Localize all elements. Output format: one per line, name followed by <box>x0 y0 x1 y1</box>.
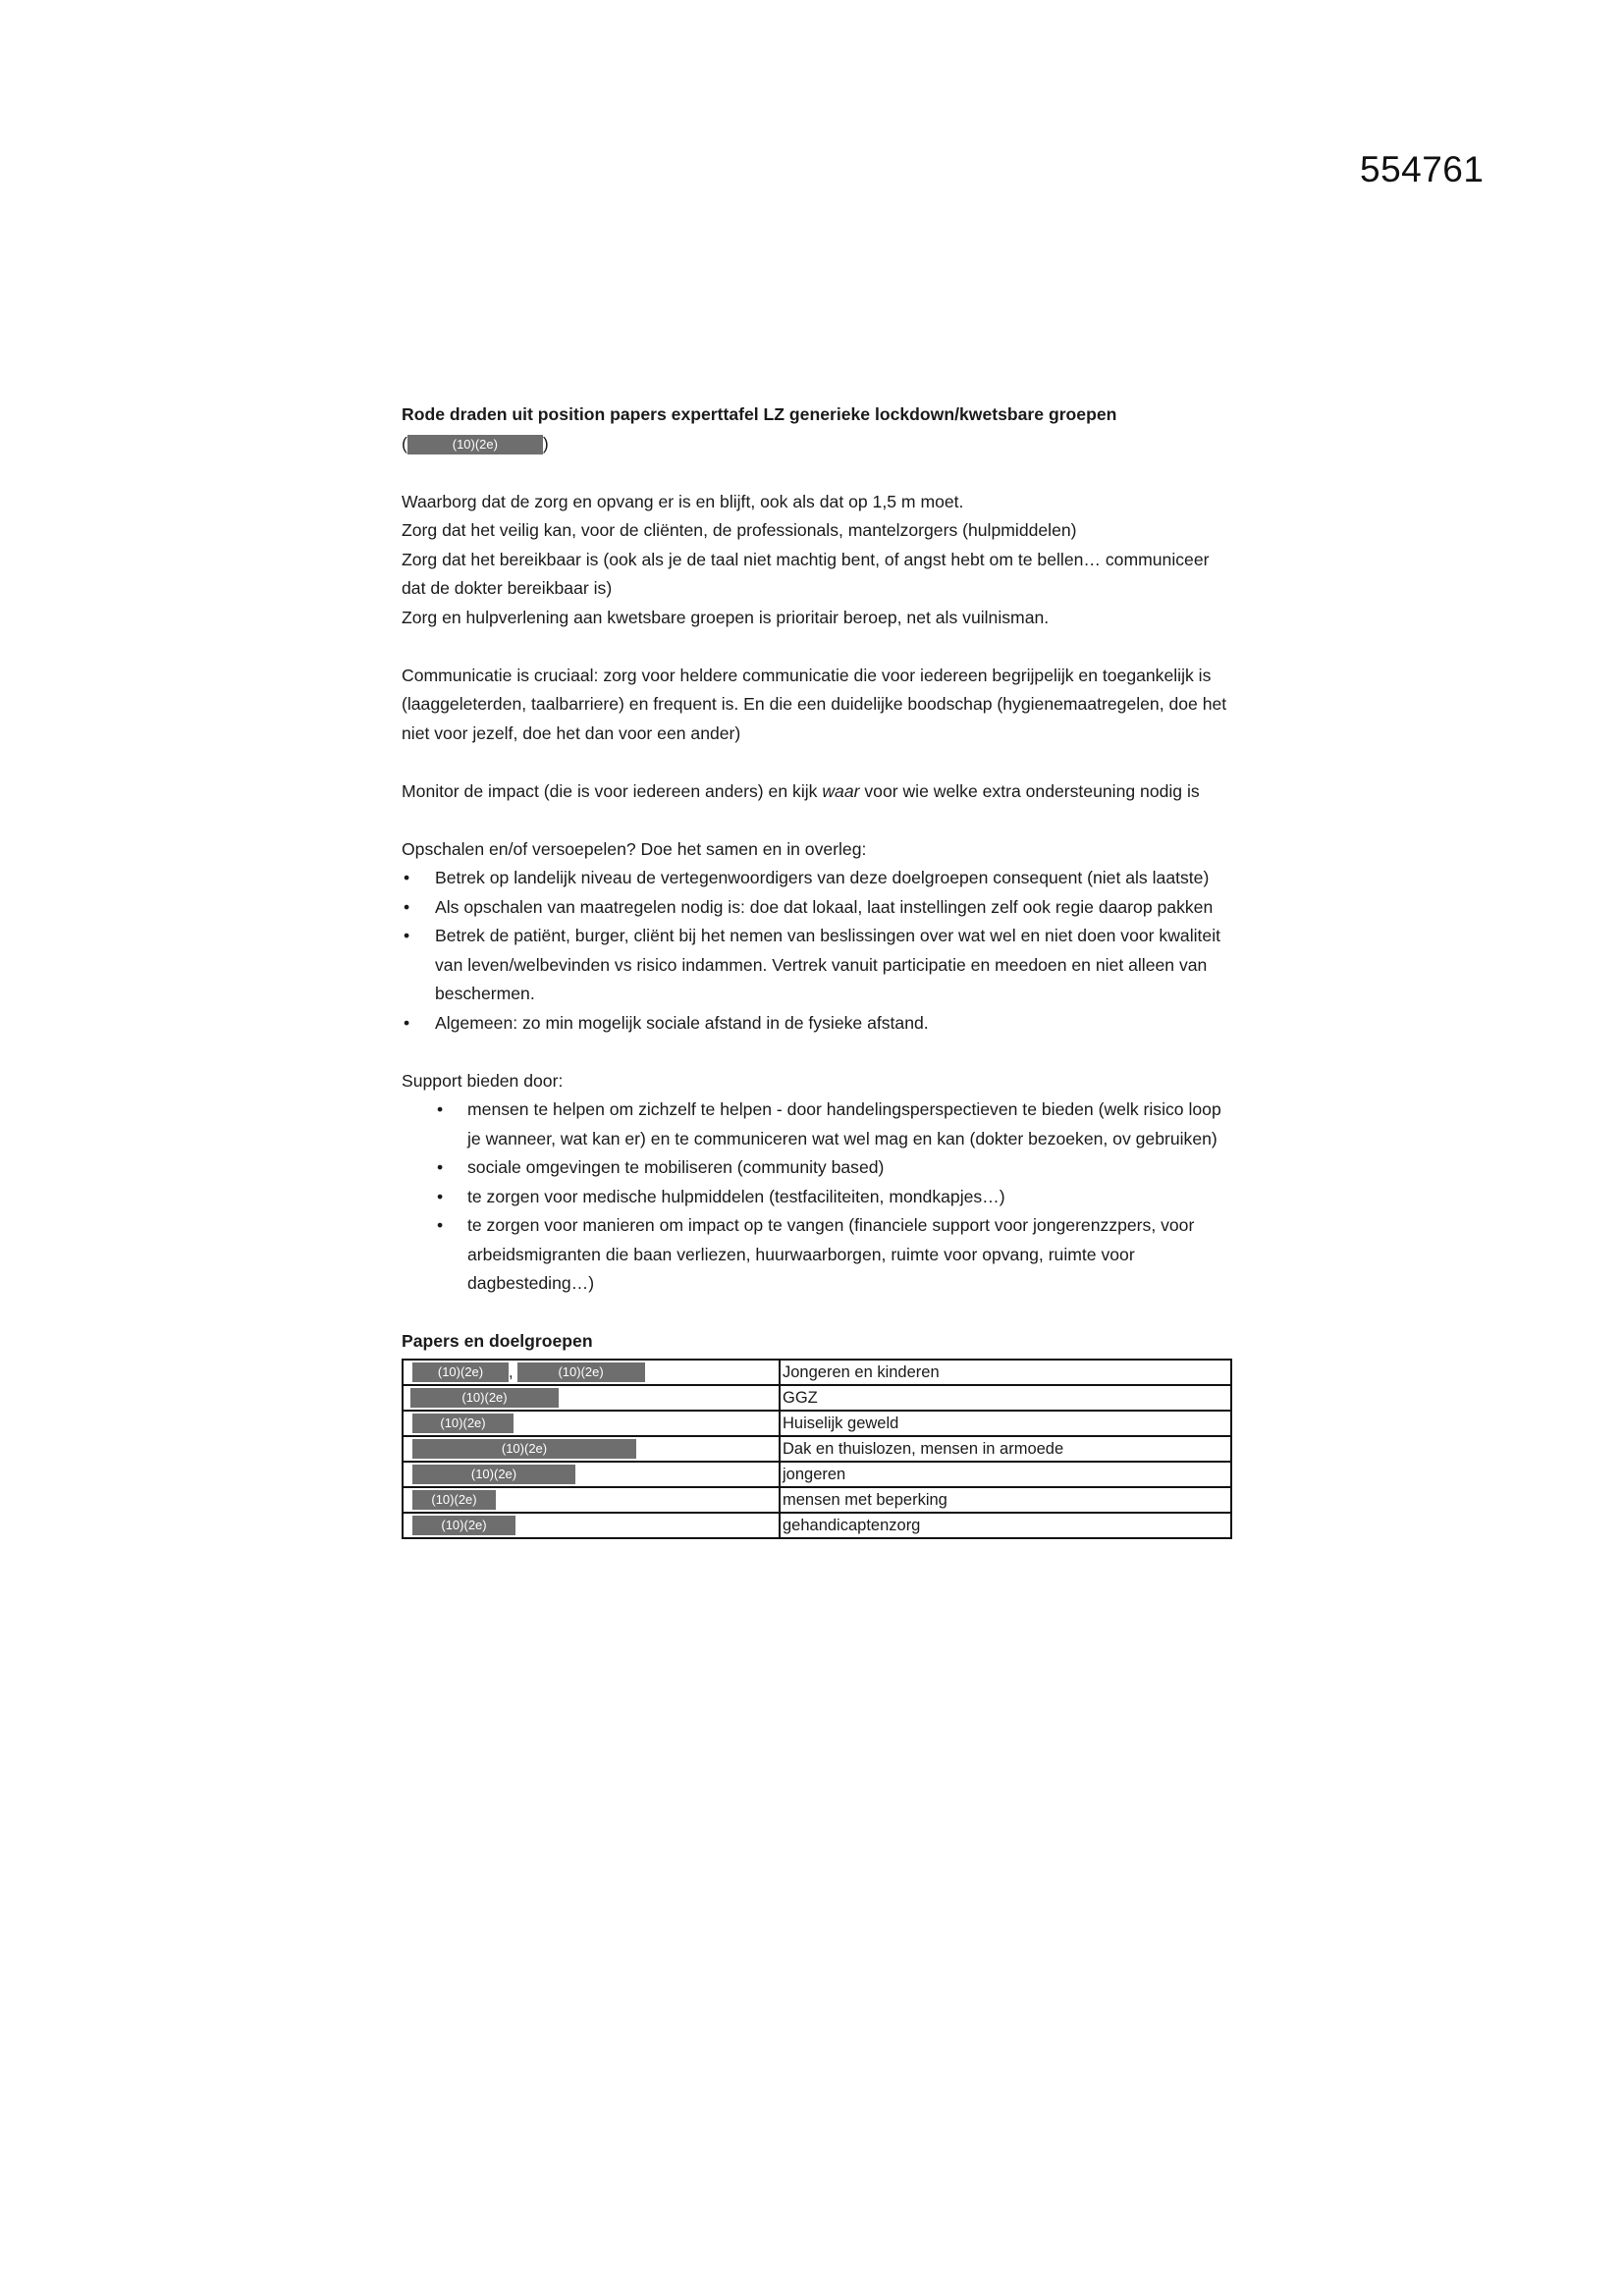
target-group-cell: jongeren <box>780 1462 1231 1487</box>
author-line: ( (10)(2e) ) <box>402 433 549 454</box>
communication-paragraph: Communicatie is cruciaal: zorg voor heldere communicatie die voor iedereen begrijpelijk en toegankelijk is (laaggeleterden, taalbarriere) en frequent is. En die een duidelijke boodschap (hygienemaatregelen, doe het niet voor jezelf, doe het dan voor een ander) <box>402 665 1227 743</box>
target-group-cell: GGZ <box>780 1385 1231 1411</box>
redaction-box: (10)(2e) <box>412 1516 515 1535</box>
redaction-box: (10)(2e) <box>412 1414 514 1433</box>
monitor-paragraph: Monitor de impact (die is voor iedereen anders) en kijk waar voor wie welke extra ondersteuning nodig is <box>402 780 1200 801</box>
table-row: (10)(2e) , (10)(2e) Jongeren en kinderen <box>403 1360 1231 1385</box>
redaction-box: (10)(2e) <box>412 1439 636 1459</box>
table-title: Papers en doelgroepen <box>402 1331 593 1351</box>
list-item: • Betrek de patiënt, burger, cliënt bij het nemen van beslissingen over wat wel en niet doen voor kwaliteit van leven/welbevinden vs risico indammen. Vertrek vanuit participatie en meedoen en niet alleen van beschermen. <box>402 922 1232 1009</box>
redaction-box: (10)(2e) <box>410 1388 559 1408</box>
papers-table <box>402 1359 1232 1539</box>
target-group-cell: Jongeren en kinderen <box>780 1360 1231 1385</box>
paragraph-line: Zorg dat het bereikbaar is (ook als je de taal niet machtig bent, of angst hebt om te bellen… communiceer dat de dokter bereikbaar is) <box>402 549 1210 598</box>
table-row <box>403 1385 1231 1411</box>
list-item: • Betrek op landelijk niveau de vertegenwoordigers van deze doelgroepen consequent (niet als laatste) <box>402 864 1232 893</box>
scaling-bullet-list <box>402 864 1232 1038</box>
target-group-cell: mensen met beperking <box>780 1487 1231 1513</box>
paragraph-line: Waarborg dat de zorg en opvang er is en blijft, ook als dat op 1,5 m moet. <box>402 491 964 511</box>
redaction-box: (10)(2e) <box>517 1362 645 1382</box>
document-title: Rode draden uit position papers experttafel LZ generieke lockdown/kwetsbare groepen <box>402 404 1117 424</box>
target-group-cell: Dak en thuislozen, mensen in armoede <box>780 1436 1231 1462</box>
table-row <box>403 1513 1231 1538</box>
support-bullet-list <box>402 1095 1232 1299</box>
table-row <box>403 1436 1231 1462</box>
support-intro: Support bieden door: <box>402 1070 564 1091</box>
list-item: • Als opschalen van maatregelen nodig is: doe dat lokaal, laat instellingen zelf ook regie daarop pakken <box>402 893 1232 923</box>
target-group-cell: Huiselijk geweld <box>780 1411 1231 1436</box>
document-body <box>402 400 1232 1539</box>
list-item: • te zorgen voor manieren om impact op te vangen (financiele support voor jongerenzzpers, voor arbeidsmigranten die baan verliezen, huurwaarborgen, ruimte voor opvang, ruimte voor dagbesteding…) <box>402 1211 1232 1299</box>
document-number: 554761 <box>1360 149 1485 189</box>
list-item: • Algemeen: zo min mogelijk sociale afstand in de fysieke afstand. <box>402 1009 1232 1039</box>
scaling-intro: Opschalen en/of versoepelen? Doe het samen en in overleg: <box>402 838 867 859</box>
redaction-box: (10)(2e) <box>412 1490 496 1510</box>
list-item: • sociale omgevingen te mobiliseren (community based) <box>402 1153 1232 1183</box>
target-group-cell: gehandicaptenzorg <box>780 1513 1231 1538</box>
paragraph-line: Zorg en hulpverlening aan kwetsbare groepen is prioritair beroep, net als vuilnisman. <box>402 607 1050 627</box>
table-row <box>403 1462 1231 1487</box>
paragraph-line: Zorg dat het veilig kan, voor de cliënten, de professionals, mantelzorgers (hulpmiddelen) <box>402 520 1077 540</box>
redaction-box: (10)(2e) <box>412 1465 575 1484</box>
table-row <box>403 1411 1231 1436</box>
redaction-box: (10)(2e) <box>412 1362 509 1382</box>
redaction-box: (10)(2e) <box>407 435 543 454</box>
list-item: • mensen te helpen om zichzelf te helpen - door handelingsperspectieven te bieden (welk risico loop je wanneer, wat kan er) en te communiceren wat wel mag en kan (dokter bezoeken, ov gebruiken) <box>402 1095 1232 1153</box>
list-item: • te zorgen voor medische hulpmiddelen (testfaciliteiten, mondkapjes…) <box>402 1183 1232 1212</box>
table-row <box>403 1487 1231 1513</box>
